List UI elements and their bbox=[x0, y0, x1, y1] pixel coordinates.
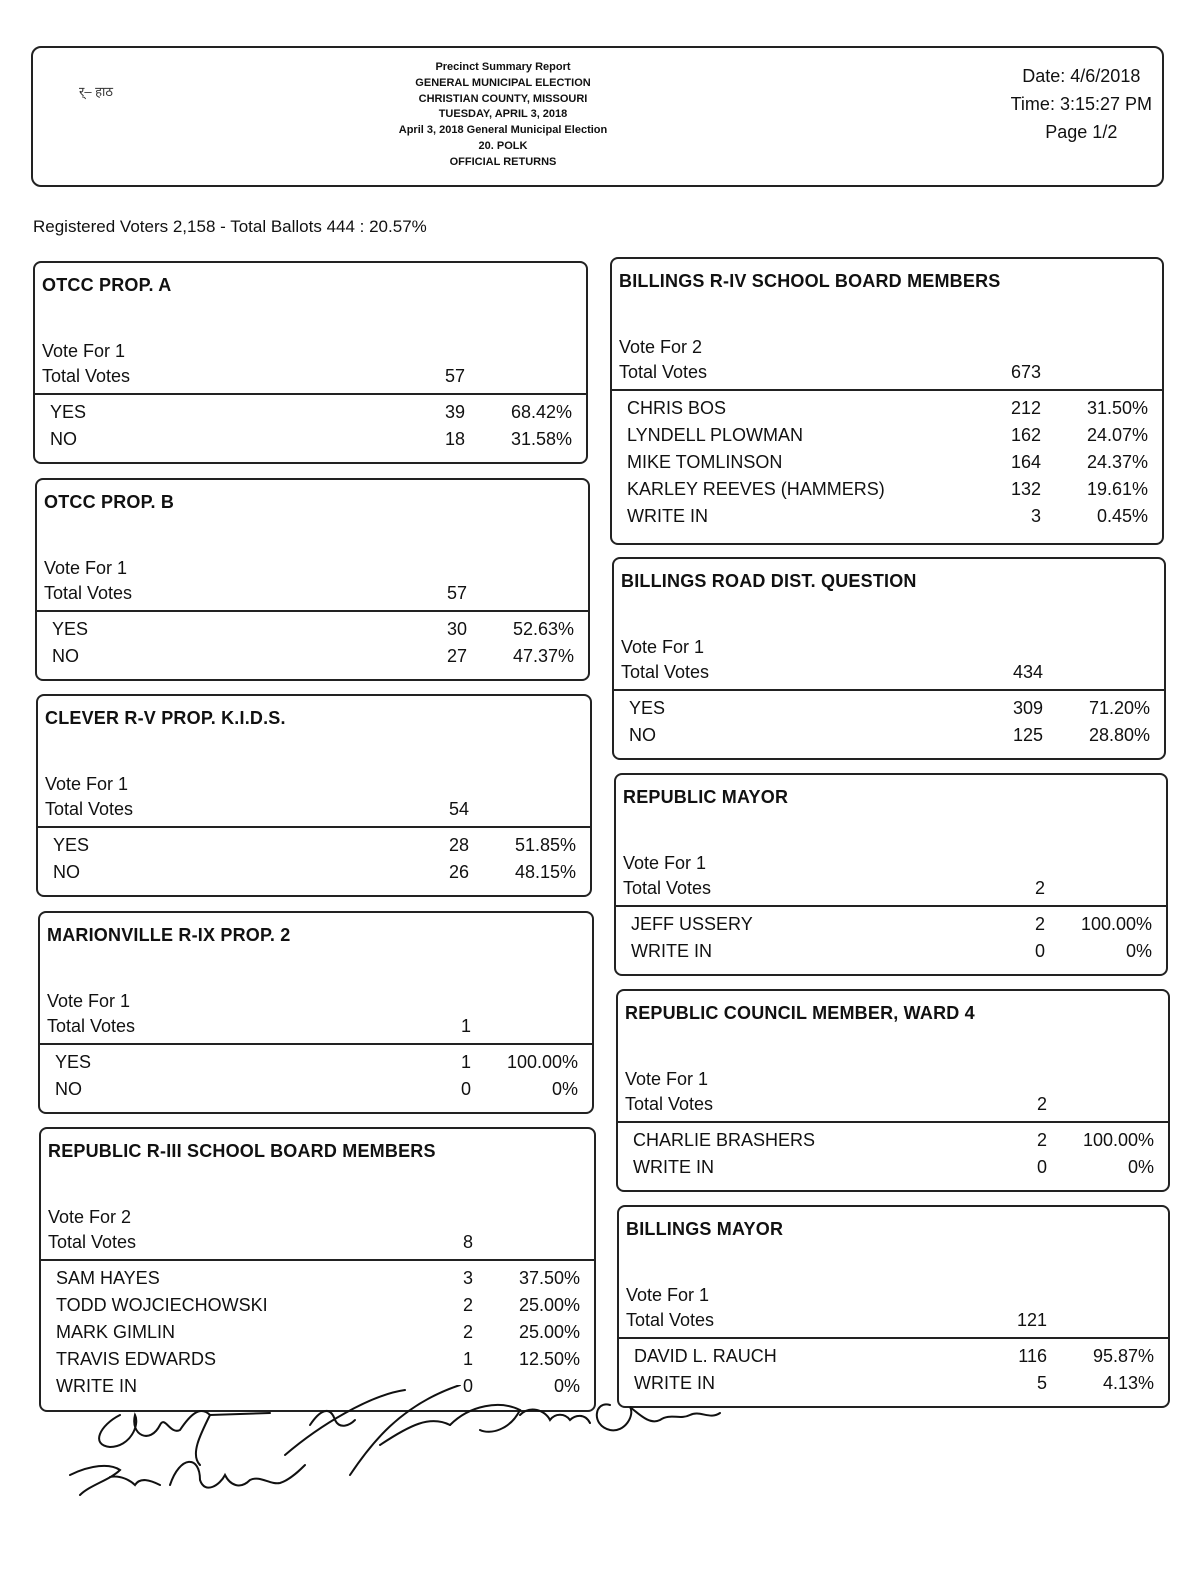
candidate-percent: 0% bbox=[1125, 941, 1152, 961]
candidate-percent: 100.00% bbox=[506, 1052, 578, 1072]
candidate-votes: 26 bbox=[448, 862, 469, 882]
candidate-percent: 0.45% bbox=[1096, 506, 1148, 526]
report-title-line: April 3, 2018 General Municipal Election bbox=[398, 124, 608, 137]
race-box bbox=[39, 1127, 596, 1412]
total-votes-label: Total Votes bbox=[625, 1094, 714, 1114]
date-block bbox=[1011, 62, 1152, 146]
report-title-block bbox=[313, 60, 693, 171]
race-title: MARIONVILLE R-IX PROP. 2 bbox=[47, 925, 291, 945]
candidate-row bbox=[37, 619, 588, 646]
divider bbox=[40, 1043, 592, 1045]
race-title: BILLINGS MAYOR bbox=[626, 1219, 784, 1239]
candidate-row bbox=[612, 506, 1162, 533]
handwritten-signatures bbox=[50, 1385, 750, 1525]
report-time: Time: 3:15:27 PM bbox=[1010, 94, 1152, 114]
candidate-name: SAM HAYES bbox=[56, 1268, 160, 1288]
registered-voters-line: Registered Voters 2,158 - Total Ballots 444 : 20.57% bbox=[33, 217, 427, 236]
candidate-percent: 12.50% bbox=[518, 1349, 580, 1369]
race-title: REPUBLIC COUNCIL MEMBER, WARD 4 bbox=[625, 1003, 975, 1023]
candidate-percent: 47.37% bbox=[512, 646, 574, 666]
vote-for-label: Vote For 1 bbox=[44, 558, 128, 578]
candidate-percent: 24.07% bbox=[1086, 425, 1148, 445]
divider bbox=[38, 826, 590, 828]
candidate-percent: 25.00% bbox=[518, 1322, 580, 1342]
vote-for-label: Vote For 1 bbox=[42, 341, 126, 361]
page-number: Page 1/2 bbox=[1045, 122, 1118, 142]
candidate-name: WRITE IN bbox=[634, 1373, 715, 1393]
race-title: REPUBLIC R-III SCHOOL BOARD MEMBERS bbox=[48, 1141, 436, 1161]
candidate-name: YES bbox=[53, 835, 90, 855]
race-title: BILLINGS R-IV SCHOOL BOARD MEMBERS bbox=[619, 271, 1001, 291]
total-votes-value: 673 bbox=[1010, 362, 1041, 382]
candidate-votes: 212 bbox=[1010, 398, 1041, 418]
candidate-percent: 31.50% bbox=[1086, 398, 1148, 418]
candidate-percent: 4.13% bbox=[1102, 1373, 1154, 1393]
total-votes-value: 1 bbox=[460, 1016, 471, 1036]
vote-for-label: Vote For 2 bbox=[619, 337, 703, 357]
candidate-row bbox=[619, 1346, 1168, 1373]
candidate-name: WRITE IN bbox=[627, 506, 708, 526]
candidate-name: CHARLIE BRASHERS bbox=[633, 1130, 816, 1150]
candidate-percent: 0% bbox=[553, 1376, 580, 1396]
candidate-name: KARLEY REEVES (HAMMERS) bbox=[627, 479, 885, 499]
total-votes-value: 8 bbox=[462, 1232, 473, 1252]
candidate-name: JEFF USSERY bbox=[631, 914, 753, 934]
total-votes-label: Total Votes bbox=[621, 662, 710, 682]
candidate-votes: 5 bbox=[1036, 1373, 1047, 1393]
candidate-votes: 2 bbox=[462, 1295, 473, 1315]
candidate-row bbox=[35, 402, 586, 429]
race-box bbox=[617, 1205, 1170, 1408]
vote-for-label: Vote For 1 bbox=[47, 991, 131, 1011]
candidate-name: NO bbox=[629, 725, 656, 745]
total-votes-label: Total Votes bbox=[47, 1016, 136, 1036]
race-title: OTCC PROP. A bbox=[42, 275, 172, 295]
candidate-votes: 132 bbox=[1010, 479, 1041, 499]
total-votes-value: 54 bbox=[448, 799, 469, 819]
candidate-row bbox=[40, 1052, 592, 1079]
candidate-percent: 52.63% bbox=[512, 619, 574, 639]
candidate-name: YES bbox=[50, 402, 87, 422]
candidate-votes: 2 bbox=[1034, 914, 1045, 934]
candidate-percent: 100.00% bbox=[1080, 914, 1152, 934]
candidate-row bbox=[614, 698, 1164, 725]
candidate-votes: 0 bbox=[462, 1376, 473, 1396]
candidate-votes: 3 bbox=[462, 1268, 473, 1288]
candidate-row bbox=[40, 1079, 592, 1106]
candidate-name: TODD WOJCIECHOWSKI bbox=[56, 1295, 268, 1315]
candidate-votes: 3 bbox=[1030, 506, 1041, 526]
candidate-row bbox=[618, 1157, 1168, 1184]
vote-for-label: Vote For 1 bbox=[626, 1285, 710, 1305]
total-votes-value: 2 bbox=[1034, 878, 1045, 898]
divider bbox=[616, 905, 1166, 907]
race-title: CLEVER R-V PROP. K.I.D.S. bbox=[45, 708, 286, 728]
candidate-percent: 0% bbox=[551, 1079, 578, 1099]
total-votes-value: 434 bbox=[1012, 662, 1043, 682]
candidate-name: NO bbox=[53, 862, 80, 882]
candidate-percent: 68.42% bbox=[510, 402, 572, 422]
candidate-name: WRITE IN bbox=[633, 1157, 714, 1177]
candidate-name: NO bbox=[50, 429, 77, 449]
total-votes-value: 2 bbox=[1036, 1094, 1047, 1114]
candidate-votes: 18 bbox=[444, 429, 465, 449]
candidate-name: CHRIS BOS bbox=[627, 398, 727, 418]
candidate-row bbox=[38, 862, 590, 889]
divider bbox=[612, 389, 1162, 391]
candidate-name: NO bbox=[52, 646, 79, 666]
candidate-percent: 48.15% bbox=[514, 862, 576, 882]
divider bbox=[35, 393, 586, 395]
report-date: Date: 4/6/2018 bbox=[1022, 66, 1141, 86]
candidate-row bbox=[616, 914, 1166, 941]
candidate-votes: 309 bbox=[1012, 698, 1043, 718]
candidate-votes: 30 bbox=[446, 619, 467, 639]
candidate-name: LYNDELL PLOWMAN bbox=[627, 425, 804, 445]
candidate-percent: 24.37% bbox=[1086, 452, 1148, 472]
candidate-row bbox=[38, 835, 590, 862]
candidate-votes: 125 bbox=[1012, 725, 1043, 745]
candidate-percent: 71.20% bbox=[1088, 698, 1150, 718]
race-box bbox=[610, 257, 1164, 545]
candidate-percent: 28.80% bbox=[1088, 725, 1150, 745]
candidate-name: YES bbox=[55, 1052, 92, 1072]
county-logo: र्– हाठ bbox=[79, 84, 113, 99]
divider bbox=[614, 689, 1164, 691]
total-votes-label: Total Votes bbox=[623, 878, 712, 898]
race-title: OTCC PROP. B bbox=[44, 492, 175, 512]
race-box bbox=[612, 557, 1166, 760]
candidate-row bbox=[614, 725, 1164, 752]
divider bbox=[619, 1337, 1168, 1339]
race-box bbox=[35, 478, 590, 681]
candidate-name: MARK GIMLIN bbox=[56, 1322, 176, 1342]
race-title: BILLINGS ROAD DIST. QUESTION bbox=[621, 571, 917, 591]
candidate-row bbox=[41, 1295, 594, 1322]
candidate-percent: 31.58% bbox=[510, 429, 572, 449]
race-box bbox=[38, 911, 594, 1114]
report-title-line: Precinct Summary Report bbox=[435, 61, 571, 73]
race-title: REPUBLIC MAYOR bbox=[623, 787, 789, 807]
race-box bbox=[33, 261, 588, 464]
candidate-votes: 1 bbox=[460, 1052, 471, 1072]
total-votes-label: Total Votes bbox=[42, 366, 131, 386]
candidate-name: MIKE TOMLINSON bbox=[627, 452, 783, 472]
candidate-name: NO bbox=[55, 1079, 82, 1099]
total-votes-label: Total Votes bbox=[48, 1232, 137, 1252]
candidate-votes: 116 bbox=[1018, 1346, 1047, 1366]
candidate-row bbox=[612, 425, 1162, 452]
total-votes-label: Total Votes bbox=[619, 362, 708, 382]
total-votes-label: Total Votes bbox=[44, 583, 133, 603]
candidate-votes: 164 bbox=[1010, 452, 1041, 472]
report-title-line: 20. POLK bbox=[478, 139, 528, 152]
vote-for-label: Vote For 1 bbox=[625, 1069, 709, 1089]
total-votes-label: Total Votes bbox=[45, 799, 134, 819]
race-box bbox=[616, 989, 1170, 1192]
report-title-line: TUESDAY, APRIL 3, 2018 bbox=[438, 108, 568, 121]
vote-for-label: Vote For 1 bbox=[621, 637, 705, 657]
candidate-name: DAVID L. RAUCH bbox=[634, 1346, 777, 1366]
total-votes-label: Total Votes bbox=[626, 1310, 715, 1330]
candidate-row bbox=[612, 398, 1162, 425]
candidate-row bbox=[41, 1349, 594, 1376]
candidate-percent: 0% bbox=[1127, 1157, 1154, 1177]
divider bbox=[618, 1121, 1168, 1123]
candidate-row bbox=[35, 429, 586, 456]
report-title-line: OFFICIAL RETURNS bbox=[449, 155, 557, 168]
total-votes-value: 57 bbox=[446, 583, 467, 603]
vote-for-label: Vote For 1 bbox=[45, 774, 129, 794]
divider bbox=[41, 1259, 594, 1261]
candidate-votes: 27 bbox=[446, 646, 467, 666]
candidate-name: TRAVIS EDWARDS bbox=[56, 1349, 217, 1369]
candidate-votes: 1 bbox=[462, 1349, 473, 1369]
candidate-votes: 28 bbox=[448, 835, 469, 855]
candidate-row bbox=[612, 452, 1162, 479]
vote-for-label: Vote For 2 bbox=[48, 1207, 132, 1227]
candidate-votes: 162 bbox=[1010, 425, 1041, 445]
candidate-votes: 0 bbox=[460, 1079, 471, 1099]
candidate-votes: 0 bbox=[1034, 941, 1045, 961]
candidate-votes: 2 bbox=[1036, 1130, 1047, 1150]
candidate-row bbox=[41, 1322, 594, 1349]
race-box bbox=[614, 773, 1168, 976]
total-votes-value: 121 bbox=[1016, 1310, 1047, 1330]
report-title-line: CHRISTIAN COUNTY, MISSOURI bbox=[418, 92, 588, 105]
divider bbox=[37, 610, 588, 612]
candidate-percent: 37.50% bbox=[518, 1268, 580, 1288]
vote-for-label: Vote For 1 bbox=[623, 853, 707, 873]
candidate-percent: 95.87% bbox=[1092, 1346, 1154, 1366]
candidate-votes: 2 bbox=[462, 1322, 473, 1342]
candidate-percent: 25.00% bbox=[518, 1295, 580, 1315]
candidate-name: WRITE IN bbox=[56, 1376, 137, 1396]
report-title-line: GENERAL MUNICIPAL ELECTION bbox=[415, 76, 591, 89]
candidate-votes: 39 bbox=[444, 402, 465, 422]
race-box bbox=[36, 694, 592, 897]
candidate-name: WRITE IN bbox=[631, 941, 712, 961]
candidate-row bbox=[41, 1268, 594, 1295]
candidate-percent: 51.85% bbox=[514, 835, 576, 855]
candidate-name: YES bbox=[629, 698, 666, 718]
candidate-percent: 19.61% bbox=[1086, 479, 1148, 499]
candidate-row bbox=[616, 941, 1166, 968]
candidate-percent: 100.00% bbox=[1082, 1130, 1154, 1150]
candidate-votes: 0 bbox=[1036, 1157, 1047, 1177]
report-header bbox=[31, 46, 1164, 187]
candidate-row bbox=[612, 479, 1162, 506]
candidate-row bbox=[618, 1130, 1168, 1157]
candidate-row bbox=[37, 646, 588, 673]
total-votes-value: 57 bbox=[444, 366, 465, 386]
candidate-name: YES bbox=[52, 619, 89, 639]
